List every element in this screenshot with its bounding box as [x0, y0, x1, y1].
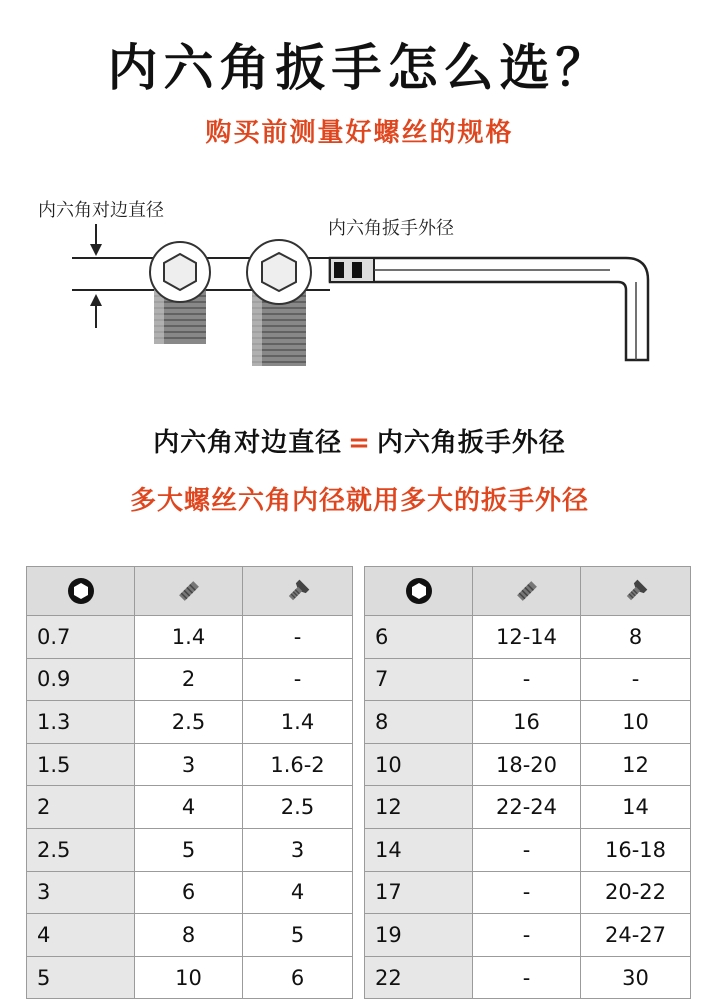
threaded-screw-icon: [511, 575, 543, 607]
countersunk-size-cell: 6: [243, 956, 353, 999]
wrench-illustration: [30, 190, 690, 390]
table-header-row: [27, 567, 353, 616]
header-csk-cell: [581, 567, 691, 616]
table-row: [27, 956, 353, 999]
countersunk-size-cell: 12: [581, 743, 691, 786]
countersunk-size-cell: 16-18: [581, 828, 691, 871]
page-title: 内六角扳手怎么选？: [107, 39, 612, 97]
header-screw-cell: [135, 567, 243, 616]
screw-size-cell: 4: [135, 786, 243, 829]
table-row: [365, 871, 691, 914]
table-row: [365, 743, 691, 786]
eq-left: 内六角对边直径: [153, 428, 343, 458]
arrow-up-icon: [90, 294, 102, 328]
countersunk-size-cell: 3: [243, 828, 353, 871]
countersunk-size-cell: 24-27: [581, 914, 691, 957]
countersunk-size-cell: -: [243, 658, 353, 701]
screw-size-cell: 8: [135, 914, 243, 957]
hex-size-cell: 12: [365, 786, 473, 829]
table-row: [27, 828, 353, 871]
countersunk-size-cell: 1.4: [243, 701, 353, 744]
hex-size-cell: 0.7: [27, 616, 135, 659]
size-table-right: [364, 566, 691, 999]
hex-size-cell: 22: [365, 956, 473, 999]
hex-size-cell: 19: [365, 914, 473, 957]
table-row: [27, 616, 353, 659]
header-hex-cell: [365, 567, 473, 616]
size-table-left: [26, 566, 353, 999]
eq-right: 内六角扳手外径: [376, 428, 566, 458]
table-row: [365, 701, 691, 744]
header-screw-cell: [473, 567, 581, 616]
table-row: [365, 786, 691, 829]
label-across-flats: 内六角对边直径: [38, 200, 164, 221]
hex-size-cell: 17: [365, 871, 473, 914]
screw-size-cell: 3: [135, 743, 243, 786]
table-row: [27, 871, 353, 914]
countersunk-size-cell: 10: [581, 701, 691, 744]
countersunk-size-cell: 4: [243, 871, 353, 914]
screw-size-cell: 5: [135, 828, 243, 871]
screw-size-cell: 1.4: [135, 616, 243, 659]
equation-rule: [0, 422, 719, 459]
hex-size-cell: 0.9: [27, 658, 135, 701]
table-row: [27, 658, 353, 701]
screw-size-cell: -: [473, 914, 581, 957]
countersunk-size-cell: 5: [243, 914, 353, 957]
screw-size-cell: 22-24: [473, 786, 581, 829]
table-row: [365, 914, 691, 957]
table-header-row: [365, 567, 691, 616]
hex-socket-icon: [404, 576, 434, 606]
screw-size-cell: 16: [473, 701, 581, 744]
screw-size-cell: 2.5: [135, 701, 243, 744]
hex-size-cell: 1.5: [27, 743, 135, 786]
table-row: [27, 914, 353, 957]
header-hex-cell: [27, 567, 135, 616]
sizing-rule: 多大螺丝六角内径就用多大的扳手外径: [129, 486, 589, 516]
table-row: [365, 616, 691, 659]
hex-wrench-icon: [330, 258, 648, 360]
screw-size-cell: 12-14: [473, 616, 581, 659]
label-wrench-outer: 内六角扳手外径: [328, 218, 454, 239]
hex-size-cell: 14: [365, 828, 473, 871]
hex-socket-icon: [66, 576, 96, 606]
screw-size-cell: 2: [135, 658, 243, 701]
countersunk-size-cell: 2.5: [243, 786, 353, 829]
countersunk-size-cell: 14: [581, 786, 691, 829]
screw-size-cell: -: [473, 828, 581, 871]
hex-size-cell: 5: [27, 956, 135, 999]
countersunk-size-cell: 30: [581, 956, 691, 999]
table-row: [27, 786, 353, 829]
threaded-screw-icon: [173, 575, 205, 607]
hex-size-cell: 10: [365, 743, 473, 786]
countersunk-size-cell: 1.6-2: [243, 743, 353, 786]
screw-size-cell: 18-20: [473, 743, 581, 786]
countersunk-size-cell: -: [243, 616, 353, 659]
hex-size-cell: 1.3: [27, 701, 135, 744]
screw-size-cell: -: [473, 658, 581, 701]
screw-size-cell: -: [473, 956, 581, 999]
hex-size-cell: 2.5: [27, 828, 135, 871]
page-subtitle: 购买前测量好螺丝的规格: [205, 118, 514, 148]
wrench-diagram: [30, 190, 690, 390]
countersunk-size-cell: -: [581, 658, 691, 701]
arrow-down-icon: [90, 224, 102, 256]
hex-size-cell: 6: [365, 616, 473, 659]
hex-size-cell: 8: [365, 701, 473, 744]
screw-size-cell: 6: [135, 871, 243, 914]
countersunk-screw-icon: [282, 575, 314, 607]
table-row: [27, 701, 353, 744]
hex-size-cell: 2: [27, 786, 135, 829]
countersunk-screw-icon: [620, 575, 652, 607]
hex-size-cell: 3: [27, 871, 135, 914]
table-row: [365, 658, 691, 701]
hex-size-cell: 7: [365, 658, 473, 701]
eq-sign: =: [348, 428, 371, 458]
countersunk-size-cell: 8: [581, 616, 691, 659]
long-screw-icon: [247, 240, 311, 366]
hex-size-cell: 4: [27, 914, 135, 957]
screw-size-cell: 10: [135, 956, 243, 999]
table-row: [27, 743, 353, 786]
table-row: [365, 828, 691, 871]
table-row: [365, 956, 691, 999]
header-csk-cell: [243, 567, 353, 616]
countersunk-size-cell: 20-22: [581, 871, 691, 914]
short-screw-icon: [150, 242, 210, 344]
screw-size-cell: -: [473, 871, 581, 914]
